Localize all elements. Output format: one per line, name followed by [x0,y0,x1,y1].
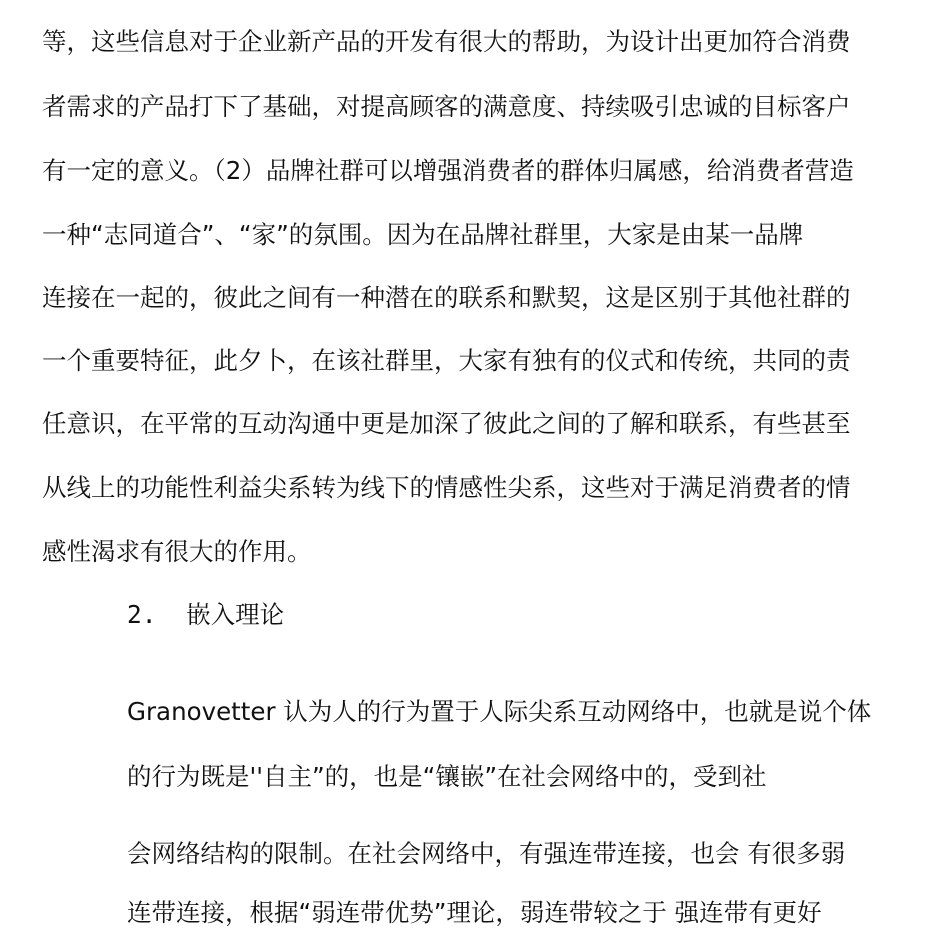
text-line: 会网络结构的限制。在社会网络中，有强连带连接，也会 有很多弱 [127,839,846,868]
text-line: 一个重要特征，此夕卜，在该社群里，大家有独有的仪式和传统，共同的责 [42,346,851,375]
text-line: 一种“志同道合”、“家”的氛围。因为在品牌社群里，大家是由某一品牌 [42,220,804,249]
text-line: 有一定的意义。（2）品牌社群可以增强消费者的群体归属感，给消费者营造 [42,156,854,185]
text-line: 感性渴求有很大的作用。 [42,537,312,566]
text-line: 连接在一起的，彼此之间有一种潜在的联系和默契，这是区别于其他社群的 [42,283,851,312]
section-heading [127,600,284,630]
text-line: 连带连接，根据“弱连带优势”理论，弱连带较之于 强连带有更好 [127,898,822,927]
section-number: 2. [127,600,157,629]
text-line: 任意识，在平常的互动沟通中更是加深了彼此之间的了解和联系，有些甚至 [42,409,851,438]
text-line: 者需求的产品打下了基础，对提高顾客的满意度、持续吸引忠诚的目标客户 [42,92,851,121]
text-line: Granovetter 认为人的行为置于人际尖系互动网络中，也就是说个体 [127,697,872,726]
text-line: 从线上的功能性利益尖系转为线下的情感性尖系，这些对于满足消费者的情 [42,473,851,502]
text-line: 等，这些信息对于企业新产品的开发有很大的帮助，为设计出更加符合消费 [42,27,851,56]
text-line: 的行为既是''自主”的，也是“镶嵌”在社会网络中的，受到社 [127,762,767,791]
section-title: 嵌入理论 [186,600,285,629]
